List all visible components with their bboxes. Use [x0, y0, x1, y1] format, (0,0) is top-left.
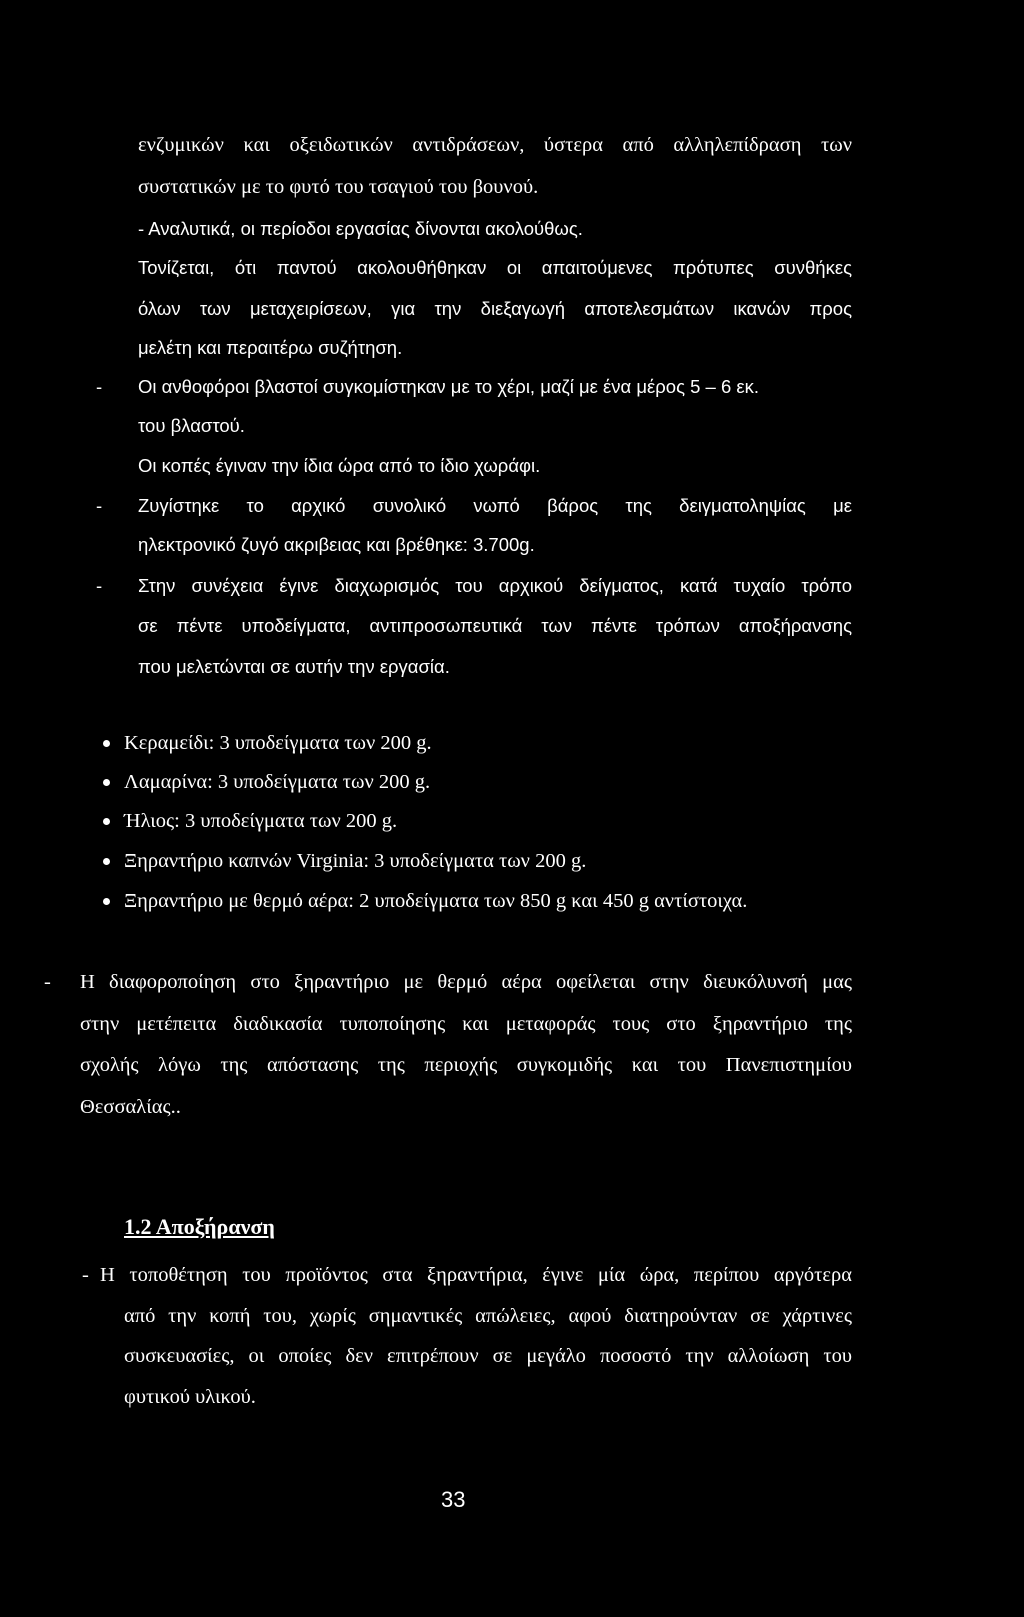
section-line: συσκευασίες, οι οποίες δεν επιτρέπουν σε μεγάλο ποσοστό την αλλοίωση του: [124, 1345, 852, 1367]
list-item-line: Θεσσαλίας..: [80, 1096, 181, 1118]
list-dash: -: [44, 971, 51, 993]
list-dash: -: [96, 376, 103, 397]
bullet-dot: [103, 818, 110, 825]
page-number: 33: [441, 1487, 466, 1512]
section-line: από την κοπή του, χωρίς σημαντικές απώλειες, αφού διατηρούνταν σε χάρτινες: [124, 1305, 852, 1327]
list-item-line: Οι ανθοφόροι βλαστοί συγκομίστηκαν με το χέρι, μαζί με ένα μέρος 5 – 6 εκ.: [138, 376, 760, 397]
paragraph-line: Τονίζεται, ότι παντού ακολουθήθηκαν οι απαιτούμενες πρότυπες συνθήκες: [138, 257, 852, 278]
list-item-line: σχολής λόγω της απόστασης της περιοχής συγκομιδής και του Πανεπιστημίου: [80, 1054, 852, 1076]
paragraph-line: μελέτη και περαιτέρω συζήτηση.: [138, 337, 403, 358]
bullet-dot: [103, 740, 110, 747]
bullet-item: Λαμαρίνα: 3 υποδείγματα των 200 g.: [124, 771, 431, 793]
list-item-line: Η διαφοροποίηση στο ξηραντήριο με θερμό αέρα οφείλεται στην διευκόλυνσή μας: [80, 971, 852, 993]
paragraph-line: ενζυμικών και οξειδωτικών αντιδράσεων, ύστερα από αλληλεπίδραση των: [138, 134, 852, 156]
paragraph-line: - Αναλυτικά, οι περίοδοι εργασίας δίνονται ακολούθως.: [138, 218, 583, 239]
section-line: φυτικού υλικού.: [124, 1386, 256, 1408]
bullet-item: Ξηραντήριο καπνών Virginia: 3 υποδείγματα των 200 g.: [124, 850, 587, 872]
list-item-line: σε πέντε υποδείγματα, αντιπροσωπευτικά των πέντε τρόπων αποξήρανσης: [138, 615, 852, 636]
list-item-line: ηλεκτρονικό ζυγό ακριβειας και βρέθηκε: 3.700g.: [138, 534, 535, 555]
list-item-line: που μελετώνται σε αυτήν την εργασία.: [138, 656, 450, 677]
list-item-line: Στην συνέχεια έγινε διαχωρισμός του αρχικού δείγματος, κατά τυχαίο τρόπο: [138, 575, 852, 596]
bullet-item: Κεραμείδι: 3 υποδείγματα των 200 g.: [124, 732, 432, 754]
list-item-line: στην μετέπειτα διαδικασία τυποποίησης και μεταφοράς τους στο ξηραντήριο της: [80, 1013, 852, 1035]
list-dash: -: [96, 575, 103, 596]
list-dash: -: [96, 495, 103, 516]
section-line: Η τοποθέτηση του προϊόντος στα ξηραντήρια, έγινε μία ώρα, περίπου αργότερα: [100, 1264, 852, 1286]
list-item-line: Ζυγίστηκε το αρχικό συνολικό νωπό βάρος της δειγματοληψίας με: [138, 495, 852, 516]
bullet-dot: [103, 898, 110, 905]
bullet-dot: [103, 779, 110, 786]
section-heading: 1.2 Αποξήρανση: [124, 1214, 275, 1239]
list-item-line: του βλαστού.: [138, 415, 245, 436]
list-item-line: Οι κοπές έγιναν την ίδια ώρα από το ίδιο χωράφι.: [138, 455, 541, 476]
bullet-item: Ξηραντήριο με θερμό αέρα: 2 υποδείγματα των 850 g και 450 g αντίστοιχα.: [124, 890, 748, 912]
list-dash: -: [82, 1264, 89, 1286]
bullet-dot: [103, 858, 110, 865]
paragraph-line: συστατικών με το φυτό του τσαγιού του βουνού.: [138, 176, 539, 198]
paragraph-line: όλων των μεταχειρίσεων, για την διεξαγωγή αποτελεσμάτων ικανών προς: [138, 298, 852, 319]
bullet-item: Ήλιος: 3 υποδείγματα των 200 g.: [124, 810, 398, 832]
